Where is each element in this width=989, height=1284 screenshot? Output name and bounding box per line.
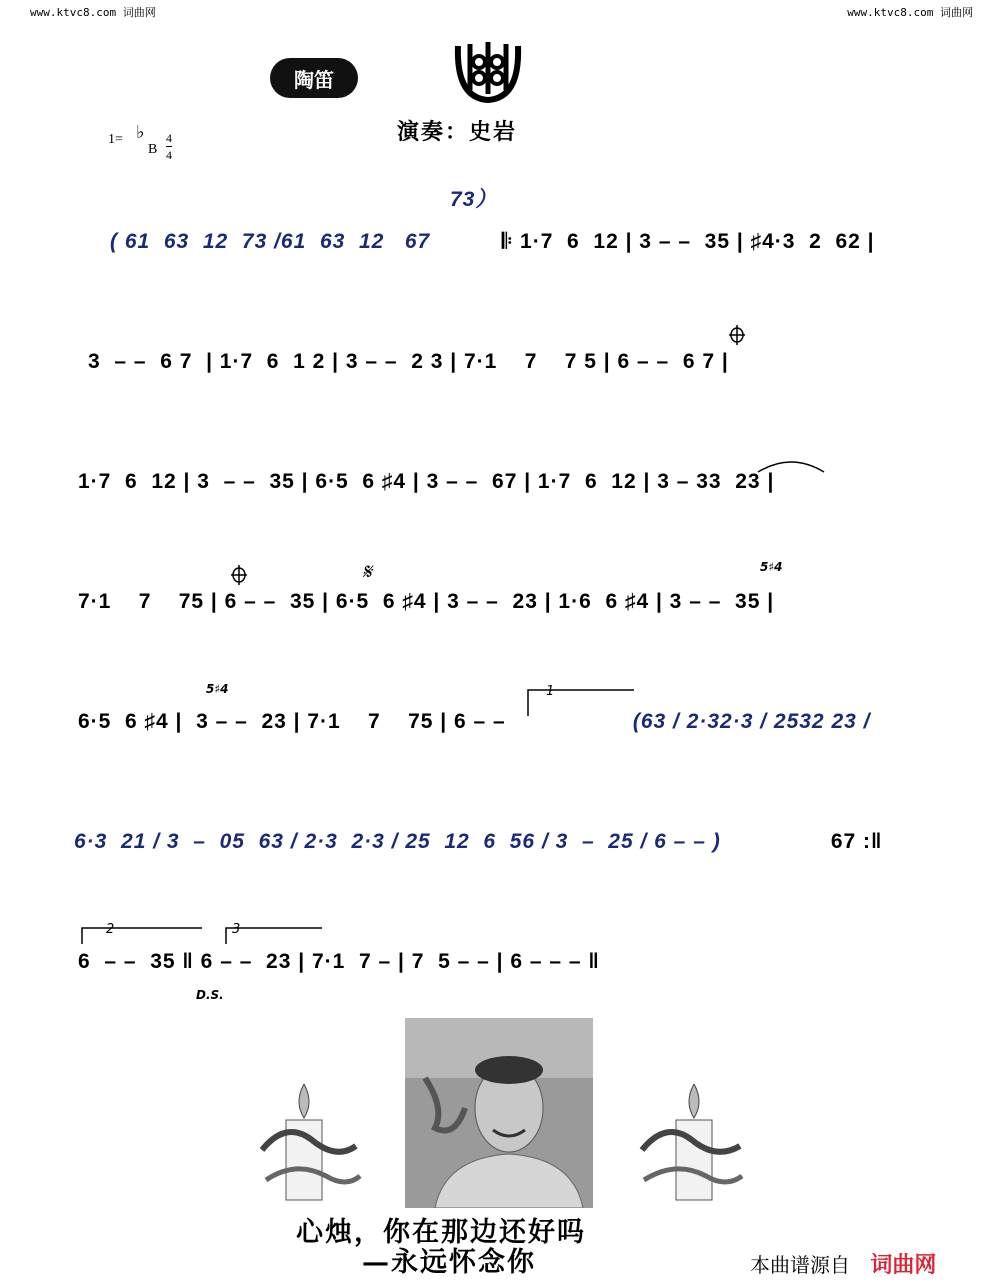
grace-note-2: 5♯4 <box>206 682 229 696</box>
line1-blue: ( 61 63 12 73 /61 63 12 67 <box>110 230 438 253</box>
candle-icon-left <box>256 1080 366 1210</box>
watermark-right: www.ktvc8.com 词曲网 <box>847 6 973 19</box>
line6-black: 67 :‖ <box>824 830 883 853</box>
source-credit <box>750 1248 936 1279</box>
flat-icon: ♭ <box>136 122 145 142</box>
key-letter: B <box>148 142 158 157</box>
volta-bracket-1 <box>526 688 636 718</box>
volta-bracket-2 <box>80 926 204 946</box>
line4-black: 7·1 7 75 | 6 – – 35 | 6·5 6 ♯4 | 3 – – 23 | 1·6 6 ♯4 | 3 – – 35 | <box>78 590 775 613</box>
score-line-5 <box>78 682 908 762</box>
watermark-left: www.ktvc8.com 词曲网 <box>30 6 156 19</box>
score-line-6 <box>74 812 904 882</box>
source-brand-link[interactable]: 词曲网 <box>870 1253 937 1278</box>
volta-1: 1 <box>546 684 555 699</box>
source-label: 本曲谱源自 <box>750 1253 850 1277</box>
volta-2: 2 <box>106 922 115 937</box>
coda-icon-2 <box>230 564 248 586</box>
slur-icon <box>756 458 826 474</box>
line3-black: 1·7 6 12 | 3 – – 35 | 6·5 6 ♯4 | 3 – – 67 | 1·7 6 12 | 3 – 33 23 | <box>78 470 775 493</box>
line6-blue: 6·3 21 / 3 – 05 63 / 2·3 2·3 / 25 12 6 56 / 3 – 25 / 6 – – ) <box>74 830 721 853</box>
performer: 演奏：史岩 <box>397 120 518 145</box>
line5-blue: (63 / 2·32·3 / 2532 23 / <box>626 710 871 733</box>
key-prefix: 1= <box>108 132 123 147</box>
coda-icon <box>728 324 746 346</box>
line2-black: 3 – – 6 7 | 1·7 6 1 2 | 3 – – 2 3 | 7·1 7 7 5 | 6 – – 6 7 | <box>88 350 729 373</box>
score-line-7 <box>78 922 908 1002</box>
ds-mark: D.S. <box>196 988 224 1002</box>
segno-icon: 𝄋 <box>362 560 372 585</box>
line7-black: 6 – – 35 ‖ 6 – – 23 | 7·1 7 – | 7 5 – – | 6 – – – ‖ <box>78 950 600 973</box>
caption-line-2: —永远怀念你 <box>362 1247 536 1278</box>
score-line-2 <box>88 332 918 402</box>
grace-note: 5♯4 <box>760 560 783 574</box>
score-line-4 <box>78 560 908 642</box>
time-unit: 4 <box>166 148 172 162</box>
score-line-1 <box>110 212 940 282</box>
volta-3: 3 <box>232 922 241 937</box>
score-line-3 <box>78 452 908 522</box>
portrait-photo <box>405 1018 593 1208</box>
candle-icon-right <box>636 1080 746 1210</box>
time-beats: 4 <box>166 131 172 145</box>
line5-black: 6·5 6 ♯4 | 3 – – 23 | 7·1 7 75 | 6 – – <box>78 710 506 733</box>
above-line-1: 73） <box>450 188 498 211</box>
caption-line-1: 心烛，你在那边还好吗 <box>296 1217 586 1248</box>
line1-black: 𝄆 1·7 6 12 | 3 – – 35 | ♯4·3 2 62 | <box>502 230 875 253</box>
instrument-badge: 陶笛 <box>270 58 358 98</box>
